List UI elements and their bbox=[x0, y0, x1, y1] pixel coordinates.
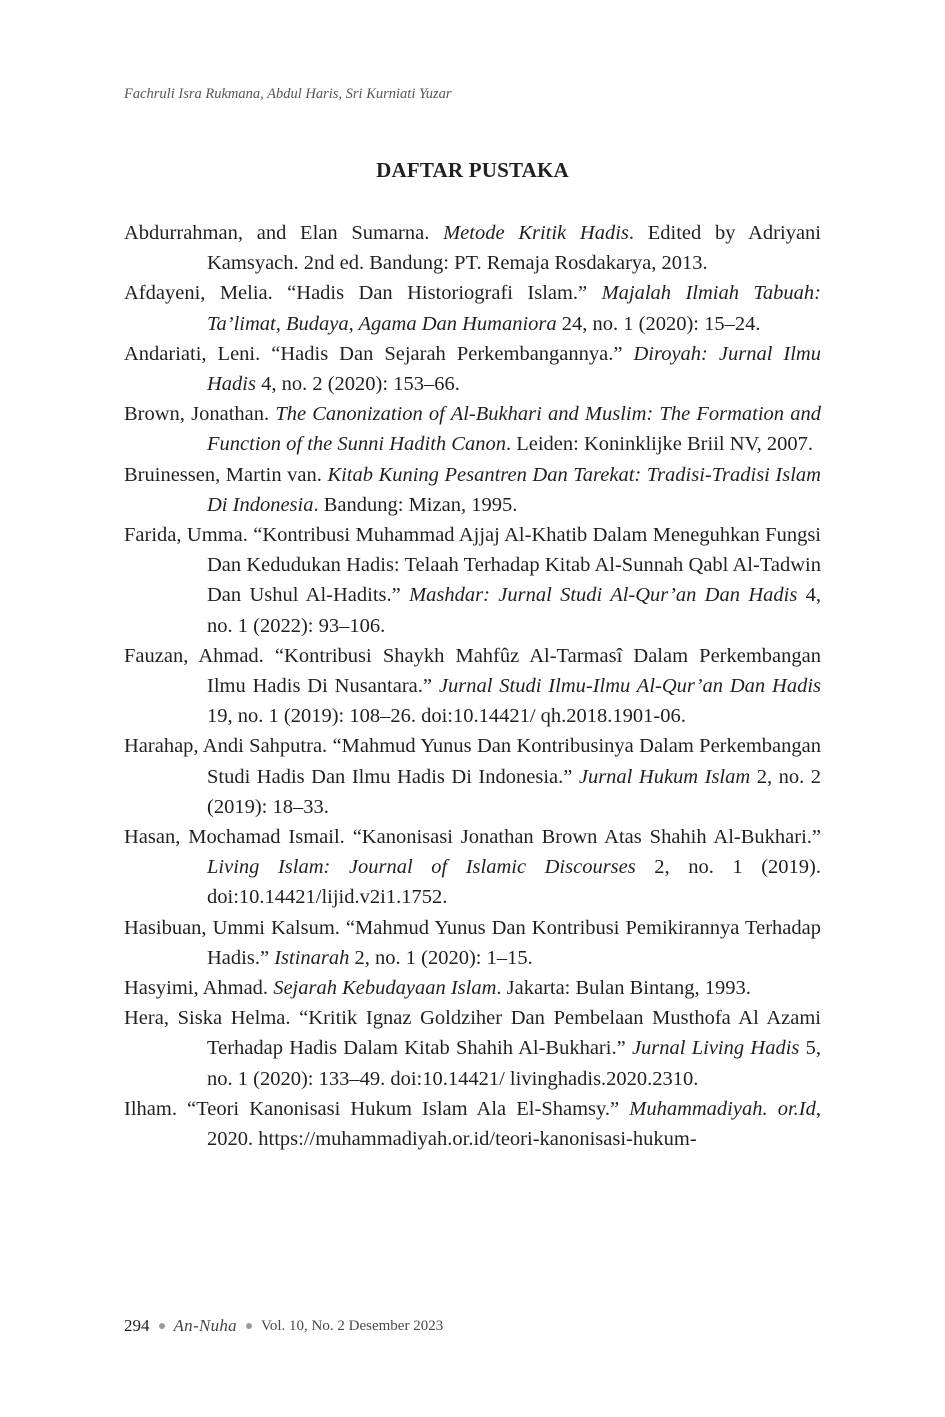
reference-text: 5, no. 1 (2020): 133–49. doi:10.14421/ livinghadis.2020.2310. bbox=[207, 1037, 822, 1090]
reference-text: Ilham. “Teori Kanonisasi Hukum Islam Ala El-Shamsy.” bbox=[124, 1097, 630, 1120]
reference-text: Fauzan, Ahmad. “Kontribusi Shaykh Mahfûz Al-Tarmasî Dalam Perkembangan Ilmu Hadis Di Nusantara.” bbox=[124, 644, 821, 698]
bullet-separator-icon bbox=[159, 1323, 165, 1329]
reference-source-title: Living Islam: Journal of Islamic Discourses bbox=[207, 856, 636, 879]
reference-entry bbox=[124, 218, 821, 278]
reference-text: 19, no. 1 (2019): 108–26. doi:10.14421/ qh.2018.1901-06. bbox=[207, 705, 686, 728]
reference-entry bbox=[124, 1094, 821, 1154]
page-footer bbox=[124, 1316, 443, 1336]
reference-text: . Edited by Adriyani Kamsyach. 2nd ed. Bandung: PT. Remaja Rosdakarya, 2013. bbox=[207, 222, 821, 275]
reference-text: Hasan, Mochamad Ismail. “Kanonisasi Jonathan Brown Atas Shahih Al-Bukhari.” bbox=[124, 826, 821, 849]
reference-text: Andariati, Leni. “Hadis Dan Sejarah Perkembangannya.” bbox=[124, 342, 634, 365]
reference-entry bbox=[124, 399, 821, 459]
section-title: DAFTAR PUSTAKA bbox=[376, 158, 569, 182]
reference-source-title: Mashdar: Jurnal Studi Al-Qur’an Dan Hadis bbox=[409, 584, 798, 607]
reference-entry bbox=[124, 731, 821, 822]
reference-text: Abdurrahman, and Elan Sumarna. bbox=[124, 222, 444, 244]
reference-source-title: Metode Kritik Hadis bbox=[443, 222, 629, 244]
reference-source-title: Istinarah bbox=[274, 946, 350, 969]
reference-entry bbox=[124, 460, 821, 520]
reference-text: Hasyimi, Ahmad. bbox=[124, 977, 274, 1000]
reference-text: Hera, Siska Helma. “Kritik Ignaz Goldziher Dan Pembelaan Musthofa Al Azami Terhadap Hadis Dalam Kitab Shahih Al-Bukhari.” bbox=[124, 1007, 821, 1060]
reference-entry bbox=[124, 913, 821, 973]
reference-source-title: The Canonization of Al-Bukhari and Muslim: The Formation and Function of the Sunni Hadith Canon bbox=[207, 403, 821, 456]
reference-text: Brown, Jonathan. bbox=[124, 403, 276, 426]
reference-text: Bruinessen, Martin van. bbox=[124, 463, 328, 486]
reference-entry bbox=[124, 973, 821, 1003]
reference-source-title: Jurnal Hukum Islam bbox=[578, 765, 751, 788]
reference-text: . Leiden: Koninklijke Briil NV, 2007. bbox=[505, 433, 814, 456]
reference-entry bbox=[124, 339, 821, 399]
reference-text: Hasibuan, Ummi Kalsum. “Mahmud Yunus Dan Kontribusi Pemikirannya Terhadap Hadis.” bbox=[124, 916, 821, 969]
reference-entry bbox=[124, 278, 821, 338]
reference-text: 2, no. 1 (2020): 1–15. bbox=[349, 946, 533, 969]
journal-logo: An-Nuha bbox=[173, 1316, 237, 1335]
reference-text: 2, no. 2 (2019): 18–33. bbox=[207, 765, 821, 818]
reference-text: 24, no. 1 (2020): 15–24. bbox=[556, 312, 761, 335]
reference-list bbox=[124, 218, 821, 1154]
reference-text: , 2020. https://muhammadiyah.or.id/teori-kanonisasi-hukum- bbox=[207, 1097, 821, 1151]
reference-text: . Bandung: Mizan, 1995. bbox=[313, 493, 518, 516]
reference-text: . Jakarta: Bulan Bintang, 1993. bbox=[496, 977, 751, 1000]
reference-entry bbox=[124, 641, 821, 732]
reference-entry bbox=[124, 822, 821, 913]
reference-entry bbox=[124, 1003, 821, 1094]
issue-info: Vol. 10, No. 2 Desember 2023 bbox=[260, 1317, 444, 1334]
reference-text: Afdayeni, Melia. “Hadis Dan Historiografi Islam.” bbox=[124, 282, 602, 305]
bullet-separator-icon bbox=[246, 1323, 252, 1329]
reference-source-title: Majalah Ilmiah Tabuah: Ta’limat, Budaya, Agama Dan Humaniora bbox=[207, 282, 821, 335]
reference-source-title: Diroyah: Jurnal Ilmu Hadis bbox=[207, 342, 821, 396]
reference-source-title: Sejarah Kebudayaan Islam bbox=[273, 977, 497, 1000]
reference-source-title: Jurnal Living Hadis bbox=[631, 1037, 800, 1060]
reference-source-title: Kitab Kuning Pesantren Dan Tarekat: Tradisi-Tradisi Islam Di Indonesia bbox=[207, 463, 821, 516]
reference-source-title: Jurnal Studi Ilmu-Ilmu Al-Qur’an Dan Hadis bbox=[438, 675, 821, 698]
reference-source-title: Muhammadiyah. or.Id bbox=[629, 1097, 816, 1120]
reference-text: Harahap, Andi Sahputra. “Mahmud Yunus Dan Kontribusinya Dalam Perkembangan Studi Hadis Dan Ilmu Hadis Di Indonesia.” bbox=[124, 735, 821, 788]
page-number: 294 bbox=[124, 1316, 150, 1335]
reference-text: 2, no. 1 (2019). doi:10.14421/lijid.v2i1.1752. bbox=[207, 856, 821, 909]
reference-entry bbox=[124, 520, 821, 641]
reference-text: 4, no. 2 (2020): 153–66. bbox=[255, 373, 460, 396]
reference-text: Farida, Umma. “Kontribusi Muhammad Ajjaj Al-Khatib Dalam Meneguhkan Fungsi Dan Kedudukan Hadis: Telaah Terhadap Kitab Al-Sunnah Qabl Al-Tadwin Dan Ushul Al-Hadits.” bbox=[124, 524, 821, 607]
running-header-authors: Fachruli Isra Rukmana, Abdul Haris, Sri Kurniati Yuzar bbox=[124, 86, 452, 102]
reference-text: 4, no. 1 (2022): 93–106. bbox=[207, 584, 821, 637]
